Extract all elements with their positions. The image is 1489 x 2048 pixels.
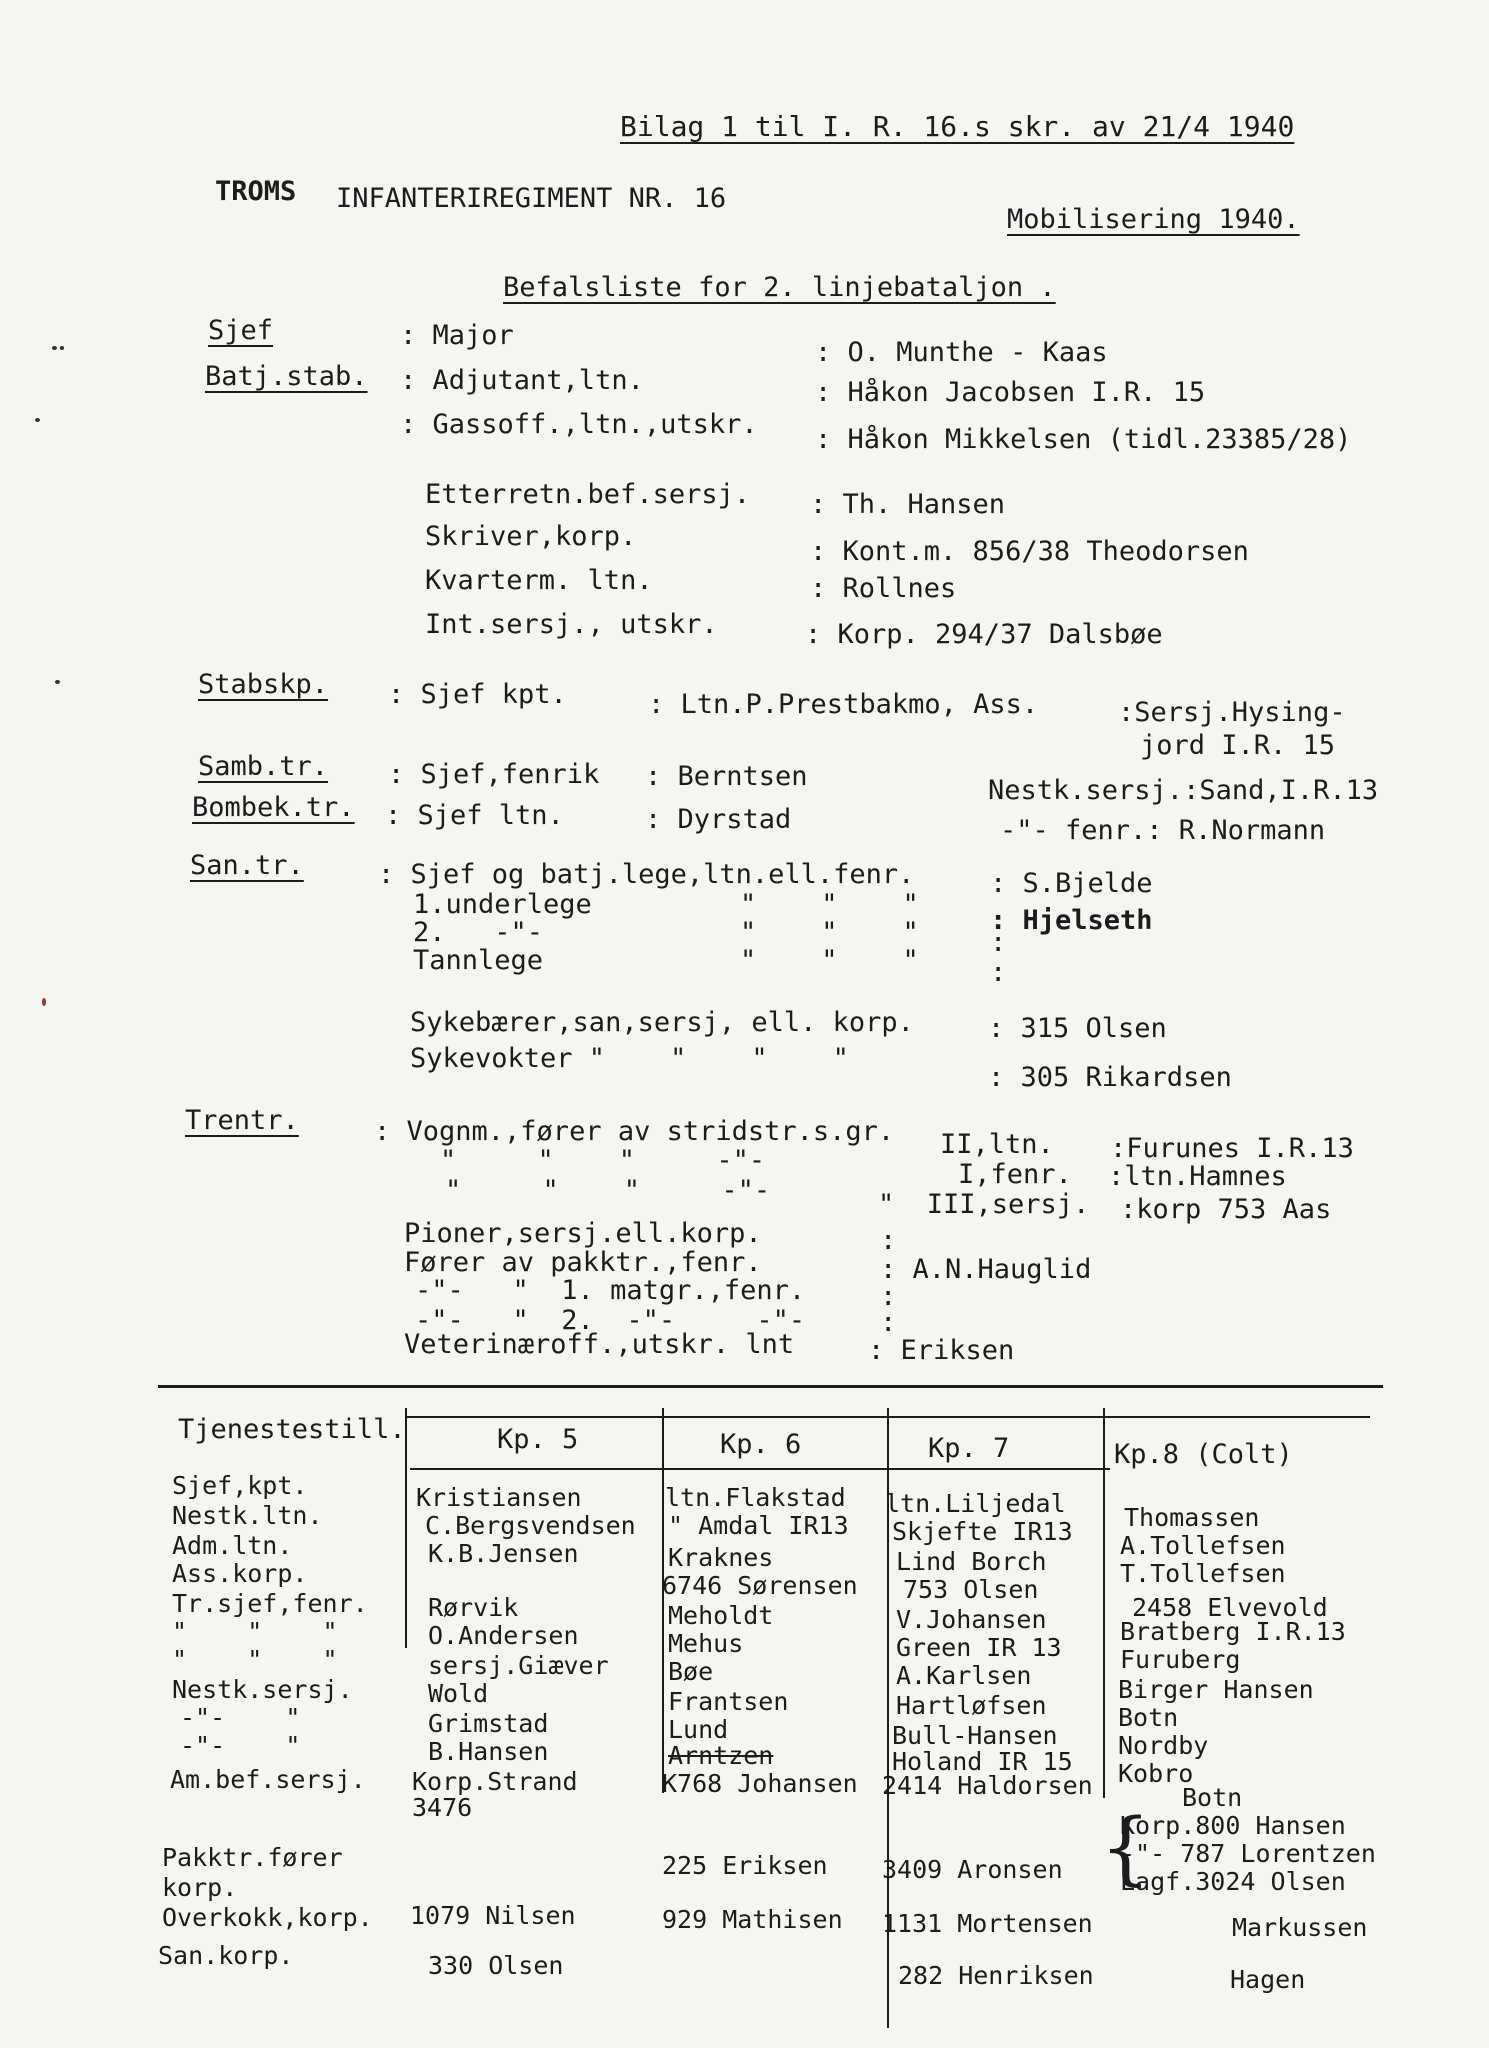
table-cell-kp5: Rørvik <box>428 1593 519 1622</box>
tren-line-5-name: : A.N.Hauglid <box>880 1254 1092 1285</box>
table-cell-kp6: Mehus <box>668 1629 744 1658</box>
tren-line-6-name: : <box>880 1281 897 1312</box>
samb-label: Samb.tr. <box>198 751 329 782</box>
table-cell-kp8: -"- 787 Lorentzen <box>1120 1839 1376 1868</box>
table-cell-kp6: Kraknes <box>668 1543 774 1572</box>
tren-line-4: Pioner,sersj.ell.korp. <box>404 1218 762 1249</box>
table-cell-kp7: ltn.Liljedal <box>885 1489 1066 1518</box>
gassoff-role: : Gassoff.,ltn.,utskr. <box>400 409 758 440</box>
table-cell-col0: Sjef,kpt. <box>172 1471 308 1500</box>
table-cell-kp6: ltn.Flakstad <box>665 1483 846 1512</box>
tren-line-7: -"- " 2. -"- -"- <box>415 1305 806 1336</box>
table-cell-kp6: " Amdal IR13 <box>668 1511 849 1540</box>
table-cell-kp8: A.Tollefsen <box>1120 1531 1286 1560</box>
table-cell-kp5: K.B.Jensen <box>428 1539 579 1568</box>
stabskp-name: : Ltn.P.Prestbakmo, Ass. <box>648 689 1039 720</box>
table-header-kp5: Kp. 5 <box>497 1424 579 1455</box>
adjutant-role: : Adjutant,ltn. <box>400 365 644 396</box>
sjef-role: : Major <box>400 320 514 351</box>
stabskp-label: Stabskp. <box>198 669 329 700</box>
skriver-role: Skriver,korp. <box>425 521 637 552</box>
page-title: Befalsliste for 2. linjebataljon . <box>503 272 1056 303</box>
table-cell-col0: -"- " <box>180 1731 301 1760</box>
bilag-reference: Bilag 1 til I. R. 16.s skr. av 21/4 1940 <box>620 110 1295 143</box>
table-cell-kp5: Kristiansen <box>416 1483 582 1512</box>
table-cell-col0: Adm.ltn. <box>172 1531 293 1560</box>
table-cell-kp6: K768 Johansen <box>662 1769 858 1798</box>
margin-speck <box>60 346 64 350</box>
table-cell-col0: Nestk.sersj. <box>172 1675 353 1704</box>
skriver-name: : Kont.m. 856/38 Theodorsen <box>810 536 1249 567</box>
table-header-kp8: Kp.8 (Colt) <box>1114 1439 1293 1470</box>
san-line-6: Sykevokter " " " " <box>410 1043 849 1074</box>
table-cell-kp8: 2458 Elvevold <box>1132 1593 1328 1622</box>
table-cell-kp7: 1131 Mortensen <box>882 1909 1093 1938</box>
tren-line-3: " " " -"- <box>445 1175 771 1206</box>
tren-label: Trentr. <box>185 1105 299 1136</box>
table-cell-kp8: Korp.800 Hansen <box>1120 1811 1346 1840</box>
table-cell-col0: " " " <box>172 1645 338 1674</box>
tren-line-5: Fører av pakktr.,fenr. <box>404 1247 762 1278</box>
table-cell-kp6: Lund <box>668 1715 729 1744</box>
table-cell-col0: " " " <box>172 1617 338 1646</box>
tren-line-4-name: : <box>880 1225 897 1256</box>
table-cell-kp7: V.Johansen <box>896 1605 1047 1634</box>
table-cell-kp6: Arntzen <box>668 1741 774 1770</box>
tren-line-3-mid: " III,sersj. <box>878 1189 1090 1220</box>
table-cell-kp7: Hartløfsen <box>896 1691 1047 1720</box>
regiment-full-name: INFANTERIREGIMENT NR. 16 <box>336 183 727 214</box>
table-cell-col0: Am.bef.sersj. <box>170 1765 366 1794</box>
table-cell-kp5: Wold <box>428 1679 489 1708</box>
bombek-extra: -"- fenr.: R.Normann <box>1000 815 1326 846</box>
tren-line-3-name: :korp 753 Aas <box>1120 1194 1332 1225</box>
table-cell-col0: Tr.sjef,fenr. <box>172 1589 368 1618</box>
table-cell-col0: korp. <box>162 1873 238 1902</box>
tren-line-2-name: :ltn.Hamnes <box>1108 1161 1287 1192</box>
stabskp-role: : Sjef kpt. <box>388 679 567 710</box>
table-cell-kp8: T.Tollefsen <box>1120 1559 1286 1588</box>
san-line-3: 2. -"- <box>413 917 544 948</box>
table-cell-kp7: Lind Borch <box>896 1547 1047 1576</box>
table-cell-kp5: Korp.Strand <box>412 1767 578 1796</box>
table-cell-kp6: Frantsen <box>668 1687 789 1716</box>
table-cell-kp5: 3476 <box>412 1793 473 1822</box>
table-cell-kp8: Nordby <box>1118 1731 1209 1760</box>
table-cell-kp8: Birger Hansen <box>1118 1675 1314 1704</box>
san-line-6-name: : 305 Rikardsen <box>988 1062 1232 1093</box>
san-line-2-name: : Hjelseth <box>990 905 1153 936</box>
san-line-1-name: : S.Bjelde <box>990 868 1153 899</box>
margin-speck <box>42 998 46 1006</box>
table-cell-kp7: 2414 Haldorsen <box>882 1771 1093 1800</box>
kvarterm-name: : Rollnes <box>810 573 957 604</box>
table-cell-kp8: Kobro <box>1118 1759 1194 1788</box>
samb-role: : Sjef,fenrik <box>388 759 600 790</box>
san-line-5: Sykebærer,san,sersj, ell. korp. <box>410 1007 914 1038</box>
tren-line-2: " " " -"- <box>440 1145 766 1176</box>
table-header-kp7: Kp. 7 <box>928 1433 1010 1464</box>
table-cell-kp6: 225 Eriksen <box>662 1851 828 1880</box>
table-header-tjeneste: Tjenestestill. <box>178 1414 406 1445</box>
table-cell-kp6: 929 Mathisen <box>662 1905 843 1934</box>
table-cell-kp8: Hagen <box>1230 1965 1306 1994</box>
batj-stab-label: Batj.stab. <box>205 361 368 392</box>
bombek-role: : Sjef ltn. <box>385 800 564 831</box>
table-cell-kp7: Bull-Hansen <box>892 1721 1058 1750</box>
table-cell-kp6: Meholdt <box>668 1601 774 1630</box>
table-cell-kp7: 282 Henriksen <box>898 1961 1094 1990</box>
margin-speck <box>55 680 60 684</box>
etterretn-role: Etterretn.bef.sersj. <box>425 479 751 510</box>
table-cell-kp5: C.Bergsvendsen <box>425 1511 636 1540</box>
sjef-label: Sjef <box>208 315 274 346</box>
bombek-label: Bombek.tr. <box>192 792 355 823</box>
table-cell-kp8: Botn <box>1182 1783 1243 1812</box>
intsersj-role: Int.sersj., utskr. <box>425 609 718 640</box>
san-label: San.tr. <box>190 850 304 881</box>
stabskp-extra-1: :Sersj.Hysing- <box>1118 697 1346 728</box>
san-line-1: : Sjef og batj.lege,ltn.ell.fenr. <box>378 859 915 890</box>
san-line-3-quotes: " " " <box>740 917 919 948</box>
sjef-name: : O. Munthe - Kaas <box>815 337 1108 368</box>
table-cell-kp5: 330 Olsen <box>428 1951 564 1980</box>
san-line-4: Tannlege <box>413 945 544 976</box>
table-cell-kp5: 1079 Nilsen <box>410 1901 576 1930</box>
regiment-name: TROMS <box>215 176 297 207</box>
tren-line-7-name: : <box>880 1307 897 1338</box>
table-cell-kp7: Holand IR 15 <box>892 1747 1073 1776</box>
san-line-2: 1.underlege <box>413 889 592 920</box>
gassoff-name: : Håkon Mikkelsen (tidl.23385/28) <box>815 424 1352 455</box>
tren-line-2-mid: I,fenr. <box>958 1159 1072 1190</box>
intsersj-name: : Korp. 294/37 Dalsbøe <box>805 619 1163 650</box>
tren-line-8: Veterinæroff.,utskr. lnt <box>404 1329 795 1360</box>
table-cell-kp7: Skjefte IR13 <box>892 1517 1073 1546</box>
table-cell-kp7: 753 Olsen <box>903 1575 1039 1604</box>
san-line-4-name: : <box>990 957 1007 988</box>
table-cell-col0: Nestk.ltn. <box>172 1501 323 1530</box>
table-cell-kp6: Bøe <box>668 1657 714 1686</box>
table-cell-col0: Overkokk,korp. <box>162 1903 373 1932</box>
table-cell-kp8: Markussen <box>1232 1913 1368 1942</box>
table-cell-kp6: 6746 Sørensen <box>662 1571 858 1600</box>
table-cell-col0: Ass.korp. <box>172 1559 308 1588</box>
stabskp-extra-2: jord I.R. 15 <box>1140 730 1336 761</box>
brace-mark: { <box>1100 1801 1151 1894</box>
table-cell-kp8: Thomassen <box>1124 1503 1260 1532</box>
samb-name: : Berntsen <box>645 761 808 792</box>
table-cell-kp5: O.Andersen <box>428 1621 579 1650</box>
bombek-name: : Dyrstad <box>645 804 792 835</box>
table-cell-kp7: 3409 Aronsen <box>882 1855 1063 1884</box>
table-col-divider-4 <box>1103 1408 1105 1798</box>
san-line-4-quotes: " " " <box>740 945 919 976</box>
samb-extra: Nestk.sersj.:Sand,I.R.13 <box>988 775 1379 806</box>
etterretn-name: : Th. Hansen <box>810 489 1006 520</box>
tren-line-1-name: :Furunes I.R.13 <box>1110 1133 1354 1164</box>
tren-line-1-mid: II,ltn. <box>940 1129 1054 1160</box>
table-cell-col0: San.korp. <box>158 1941 294 1970</box>
table-top-rule <box>158 1385 1383 1388</box>
table-cell-kp8: Lagf.3024 Olsen <box>1120 1867 1346 1896</box>
table-cell-kp8: Bratberg I.R.13 <box>1120 1617 1346 1646</box>
table-cell-kp7: Green IR 13 <box>896 1633 1062 1662</box>
san-line-5-name: : 315 Olsen <box>988 1013 1167 1044</box>
table-header-bottom-rule <box>410 1468 1110 1470</box>
table-cell-col0: Pakktr.fører <box>162 1843 343 1872</box>
tren-line-6: -"- " 1. matgr.,fenr. <box>415 1275 806 1306</box>
tren-line-8-name: : Eriksen <box>868 1335 1015 1366</box>
mobilisering-label: Mobilisering 1940. <box>1007 204 1300 235</box>
table-cell-kp8: Botn <box>1118 1703 1179 1732</box>
table-header-kp6: Kp. 6 <box>720 1429 802 1460</box>
san-line-2-quotes: " " " <box>740 889 919 920</box>
table-cell-col0: -"- " <box>180 1703 301 1732</box>
table-cell-kp5: sersj.Giæver <box>428 1651 609 1680</box>
table-cell-kp8: Furuberg <box>1120 1645 1241 1674</box>
adjutant-name: : Håkon Jacobsen I.R. 15 <box>815 377 1206 408</box>
kvarterm-role: Kvarterm. ltn. <box>425 565 653 596</box>
table-cell-kp5: Grimstad <box>428 1709 549 1738</box>
table-col-divider-2 <box>662 1408 664 1793</box>
table-cell-kp5: B.Hansen <box>428 1737 549 1766</box>
table-cell-kp7: A.Karlsen <box>896 1661 1032 1690</box>
tren-line-1: : Vognm.,fører av stridstr.s.gr. <box>374 1116 895 1147</box>
san-line-3-name: : <box>990 927 1007 958</box>
margin-speck <box>52 346 57 350</box>
margin-speck <box>35 418 40 422</box>
